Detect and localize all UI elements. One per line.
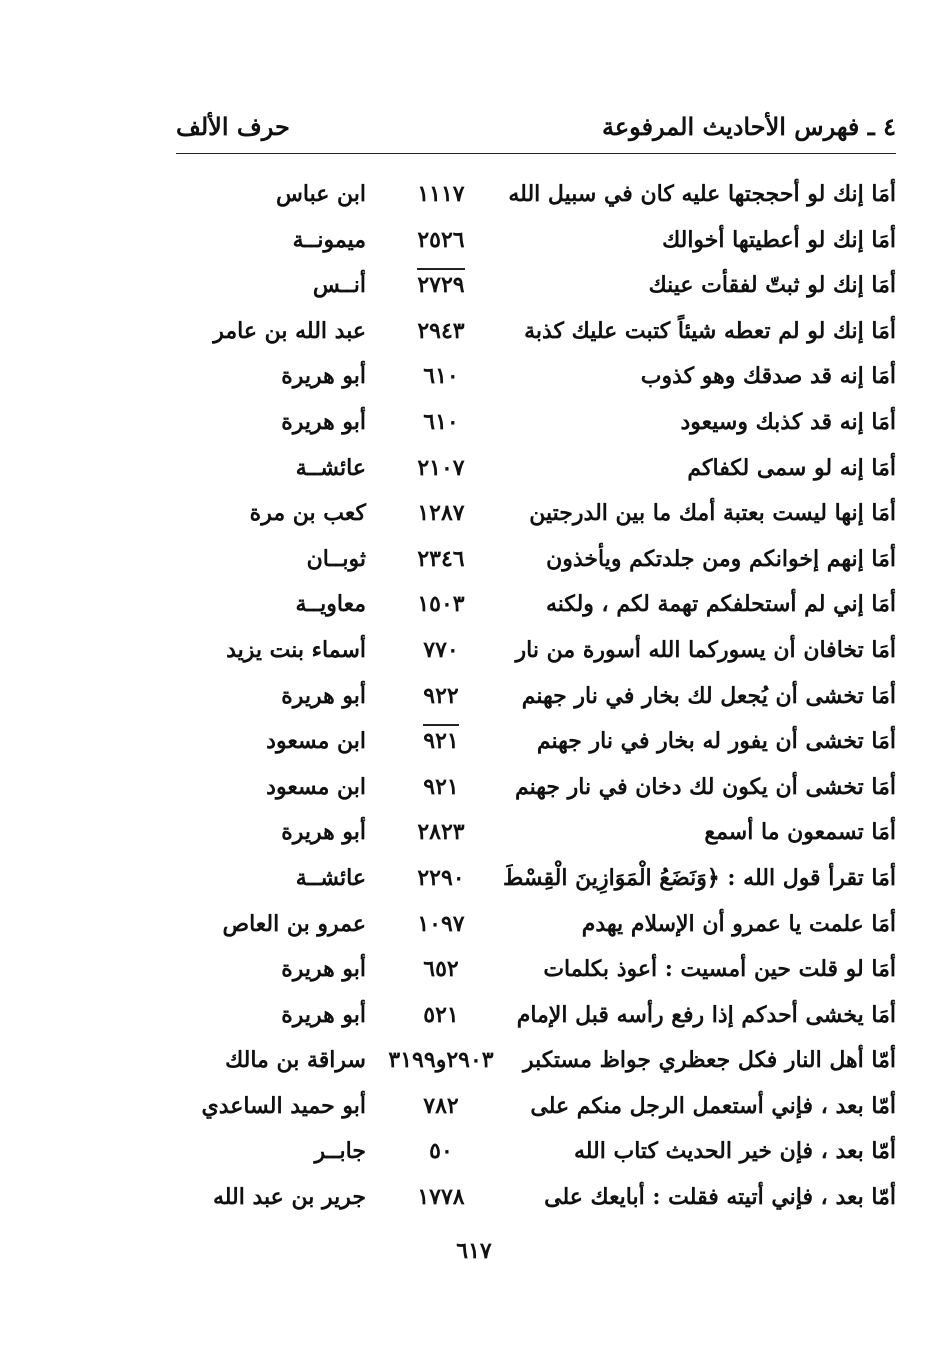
narrator-name: كعب بن مرة (249, 500, 366, 527)
hadith-text: أمَا تخافان أن يسوركما الله أسورة من نار (515, 636, 896, 663)
hadith-text: أمَا إنك لو أعطيتها أخوالك (662, 226, 896, 253)
hadith-number: ٧٨٢ (423, 1092, 459, 1119)
index-row (176, 856, 896, 902)
hadith-text: أمَا تقرأ قول الله : ﴿وَنَضَعُ الْمَوَازِينَ الْقِسْطَ (503, 864, 896, 891)
hadith-number: ١٥٠٣ (417, 591, 465, 618)
hadith-text: أمَا علمت يا عمرو أن الإسلام يهدم (581, 910, 896, 937)
hadith-number: ٢٨٢٣ (417, 819, 465, 846)
narrator-name: معاويــة (295, 591, 366, 618)
page-number: ٦١٧ (456, 1238, 492, 1264)
hadith-text: أمَا إني لم أستحلفكم تهمة لكم ، ولكنه (545, 591, 896, 618)
hadith-text: أمَا إنه قد كذبك وسيعود (680, 408, 896, 435)
hadith-number: ٩٢١ (381, 719, 501, 765)
page-header (176, 108, 896, 148)
hadith-number: ٦١٠ (423, 408, 459, 435)
index-row (176, 674, 896, 720)
index-row (176, 810, 896, 856)
narrator-name: ابن مسعود (266, 728, 366, 755)
hadith-text: أمّا بعد ، فإن خير الحديث كتاب الله (573, 1138, 896, 1165)
narrator-name: ثوبــان (306, 545, 366, 572)
hadith-number: ٢١٠٧ (417, 454, 465, 481)
index-row (176, 582, 896, 628)
narrator-name: ابن مسعود (266, 773, 366, 800)
narrator-name: أسماء بنت يزيد (226, 636, 366, 663)
hadith-text: أمَا إنهم إخوانكم ومن جلدتكم ويأخذون (546, 545, 896, 572)
narrator-name: جابــر (314, 1138, 366, 1165)
index-row (176, 1129, 896, 1175)
index-row (176, 993, 896, 1039)
index-row (176, 309, 896, 355)
hadith-text: أمَا تخشى أن يفور له بخار في نار جهنم (536, 728, 896, 755)
hadith-text: أمَا تخشى أن يُجعل لك بخار في نار جهنم (521, 682, 896, 709)
narrator-name: أبو هريرة (281, 408, 366, 435)
index-row (176, 947, 896, 993)
narrator-name: ابن عباس (276, 181, 366, 207)
section-title: ٤ ـ فهرس الأحاديث المرفوعة (601, 112, 896, 141)
narrator-name: ميمونــة (292, 226, 366, 253)
index-row (176, 1175, 896, 1221)
hadith-number: ٦١٠ (423, 363, 459, 390)
index-row (176, 1038, 896, 1084)
hadith-number: ٢٩٤٣ (417, 317, 465, 344)
narrator-name: أبو حميد الساعدي (201, 1092, 366, 1119)
hadith-text: أمَا إنك لو أحججتها عليه كان في سبيل الله (508, 181, 896, 207)
index-row (176, 719, 896, 765)
narrator-name: عمرو بن العاص (222, 910, 366, 937)
narrator-name: أبو هريرة (281, 363, 366, 390)
index-row (176, 446, 896, 492)
hadith-number: ٩٢٢ (423, 682, 459, 709)
narrator-name: جرير بن عبد الله (212, 1184, 366, 1211)
hadith-number: ٩٢١ (423, 773, 459, 800)
narrator-name: أبو هريرة (281, 819, 366, 846)
narrator-name: أبو هريرة (281, 956, 366, 983)
header-divider (176, 153, 896, 154)
hadith-number: ٧٧٠ (423, 636, 459, 663)
hadith-number: ١٢٨٧ (417, 500, 465, 527)
hadith-number: ١١١٧ (417, 181, 465, 207)
hadith-text: أمَا تخشى أن يكون لك دخان في نار جهنم (514, 773, 896, 800)
index-row (176, 765, 896, 811)
hadith-number: ٦٥٢ (423, 956, 459, 983)
index-row (176, 263, 896, 309)
hadith-text: أمّا بعد ، فإني أستعمل الرجل منكم على (530, 1092, 896, 1119)
hadith-text: أمَا إنه لو سمى لكفاكم (687, 454, 896, 481)
narrator-name: عائشــة (295, 864, 366, 891)
hadith-number: ١٠٩٧ (417, 910, 465, 937)
hadith-number: ٢٣٤٦ (417, 545, 465, 572)
index-row (176, 1084, 896, 1130)
narrator-name: أنــس (312, 272, 366, 299)
hadith-text: أمَا إنها ليست بعتبة أمك ما بين الدرجتين (529, 500, 896, 527)
hadith-number: ٢٧٢٩ (381, 263, 501, 309)
index-row (176, 400, 896, 446)
hadith-text: أمَا إنك لو ثبتّ لفقأت عينك (648, 272, 896, 299)
index-row (176, 354, 896, 400)
hadith-number: ٥٢١ (423, 1001, 459, 1028)
hadith-number: ٥٠ (429, 1138, 453, 1165)
hadith-text: أمَا لو قلت حين أمسيت : أعوذ بكلمات (543, 956, 896, 983)
hadith-index-list (176, 172, 896, 1221)
hadith-number: ٢٢٩٠ (417, 864, 465, 891)
index-row (176, 902, 896, 948)
narrator-name: عائشــة (295, 454, 366, 481)
narrator-name: أبو هريرة (281, 1001, 366, 1028)
narrator-name: أبو هريرة (281, 682, 366, 709)
hadith-text: أمّا أهل النار فكل جعظري جواظ مستكبر (522, 1047, 896, 1074)
narrator-name: سراقة بن مالك (225, 1047, 366, 1074)
index-row (176, 628, 896, 674)
letter-title: حرف الألف (176, 112, 290, 141)
narrator-name: عبد الله بن عامر (213, 317, 366, 344)
hadith-text: أمَا يخشى أحدكم إذا رفع رأسه قبل الإمام (516, 1001, 896, 1028)
index-row (176, 491, 896, 537)
hadith-text: أمَا إنك لو لم تعطه شيئاً كتبت عليك كذبة (524, 317, 896, 344)
hadith-number: ٢٩٠٣و٣١٩٩ (388, 1047, 494, 1074)
index-row (176, 172, 896, 218)
hadith-number: ٢٥٢٦ (417, 226, 465, 253)
hadith-text: أمّا بعد ، فإني أتيته فقلت : أبايعك على (544, 1184, 896, 1211)
hadith-text: أمَا تسمعون ما أسمع (704, 819, 896, 846)
index-row (176, 537, 896, 583)
hadith-number: ١٧٧٨ (417, 1184, 465, 1211)
index-row (176, 218, 896, 264)
hadith-text: أمَا إنه قد صدقك وهو كذوب (640, 363, 896, 390)
